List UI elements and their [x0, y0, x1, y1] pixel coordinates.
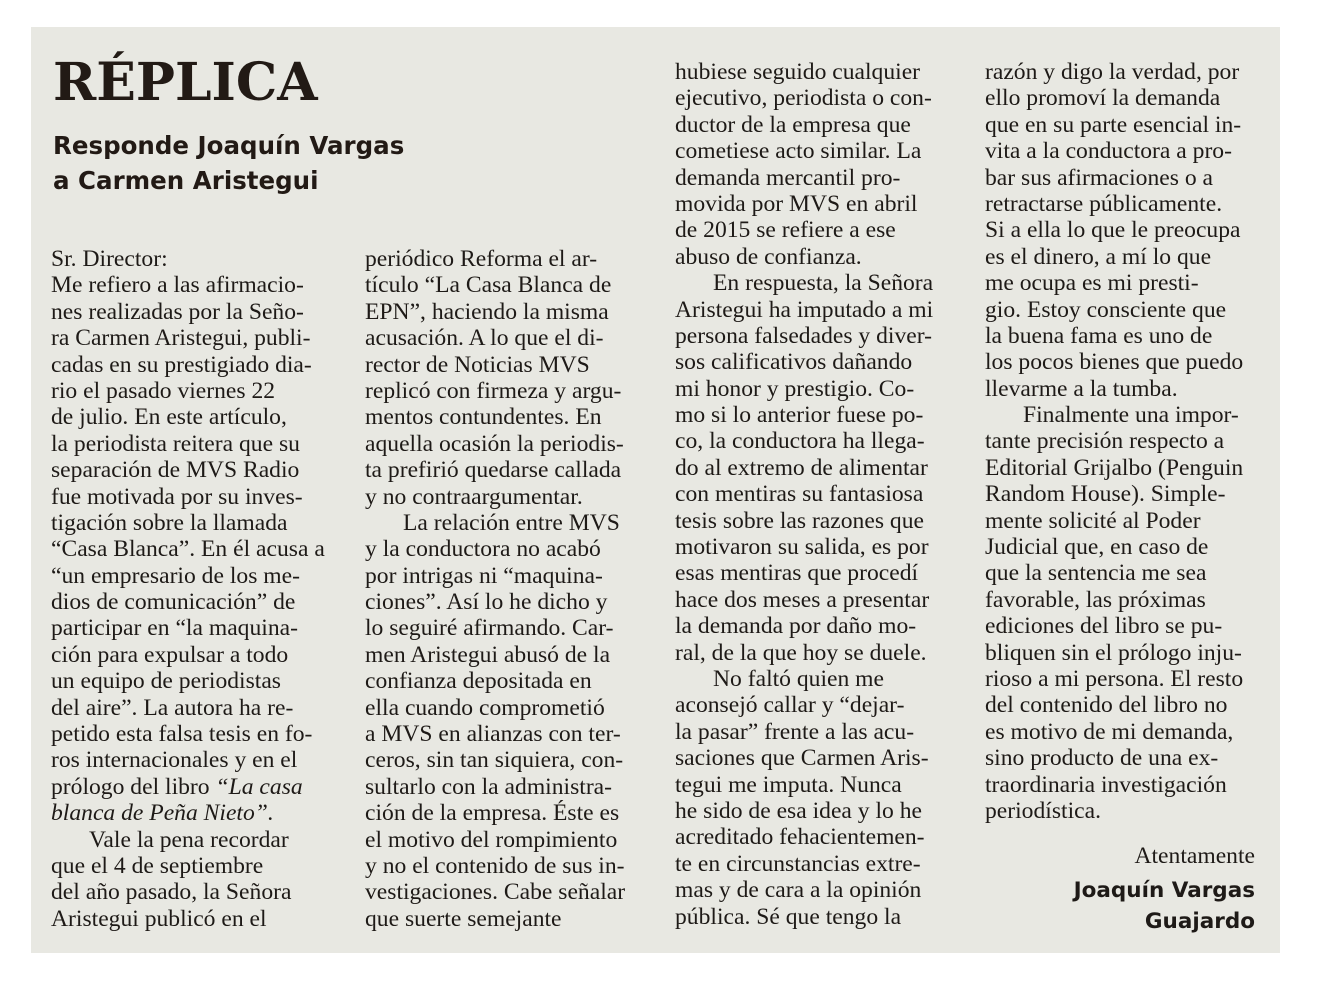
text-line: que la sentencia me sea [985, 560, 1207, 587]
text-line: y no el contenido de sus in- [365, 852, 625, 879]
text-line: que suerte semejante [365, 905, 562, 932]
text-column-4 [985, 59, 1267, 824]
text-line: EPN”, haciendo la misma [365, 298, 609, 325]
text-line: a MVS en alianzas con ter- [365, 721, 621, 748]
text-line: tículo “La Casa Blanca de [365, 272, 612, 299]
text-line: es motivo de mi demanda, [985, 718, 1234, 745]
text-line: los pocos bienes que puedo [985, 349, 1244, 376]
text-line: razón y digo la verdad, por [985, 59, 1240, 85]
text-line: motivaron su salida, es por [675, 534, 929, 561]
text-line: ra Carmen Aristegui, publi- [51, 325, 311, 352]
text-line: Me refiero a las afirmacio- [51, 272, 304, 299]
text-line: pública. Sé que tengo la [675, 903, 902, 930]
text-line: demanda mercantil pro- [675, 164, 901, 191]
text-line: ejecutivo, periodista o con- [675, 85, 932, 112]
text-line: la periodista reitera que su [51, 430, 300, 457]
text-line: un equipo de periodistas [51, 668, 281, 695]
text-line: petido esta falsa tesis en fo- [51, 721, 313, 748]
text-line: vestigaciones. Cabe señalar [365, 879, 626, 906]
text-line: la demanda por daño mo- [675, 613, 917, 640]
text-line: periódico Reforma el ar- [365, 246, 598, 272]
text-line: tegui me imputa. Nunca [675, 771, 902, 798]
text-line: ral, de la que hoy se duele. [675, 639, 927, 666]
text-line: Sr. Director: [51, 246, 168, 272]
text-line: ello promoví la demanda [985, 85, 1221, 112]
text-line: ceros, sin tan siquiera, con- [365, 747, 624, 774]
text-line: fue motivada por su inves- [51, 483, 303, 510]
text-line: y la conductora no acabó [365, 536, 601, 563]
text-line: me ocupa es mi presti- [985, 270, 1199, 297]
text-line: replicó con firmeza y argu- [365, 377, 622, 404]
headline-line-2: a Carmen Aristegui [53, 166, 319, 195]
text-line: de julio. En este artículo, [51, 404, 287, 431]
text-line: te en circunstancias extre- [675, 850, 921, 877]
text-line: sos calificativos dañando [675, 349, 913, 376]
text-line: En respuesta, la Señora [713, 270, 934, 297]
text-line: participar en “la maquina- [51, 615, 298, 642]
text-line: sino producto de una ex- [985, 745, 1219, 772]
text-line: gio. Estoy consciente que [985, 296, 1227, 323]
text-line: traordinaria investigación [985, 771, 1227, 798]
text-line: lo seguiré afirmando. Car- [365, 615, 614, 642]
closing-salutation: Atentamente [1134, 843, 1255, 869]
text-line: tante precisión respecto a [985, 428, 1225, 455]
text-line: Si a ella lo que le preocupa [985, 217, 1241, 244]
text-line: Finalmente una impor- [1023, 402, 1239, 429]
text-line: rector de Noticias MVS [365, 351, 590, 378]
text-line: y no contraargumentar. [365, 483, 583, 510]
text-line: mi honor y prestigio. Co- [675, 375, 915, 402]
text-line: que en su parte esencial in- [985, 111, 1242, 138]
text-line: Editorial Grijalbo (Penguin [985, 454, 1244, 481]
text-line: ciones”. Así lo he dicho y [365, 589, 608, 616]
text-line: llevarme a la tumba. [985, 375, 1178, 402]
text-line: No faltó quien me [713, 665, 885, 692]
text-line [51, 774, 333, 800]
text-line: del contenido del libro no [985, 692, 1228, 719]
text-line: blanca de Peña Nieto”. [51, 800, 274, 827]
text-line: la buena fama es uno de [985, 322, 1213, 349]
text-line: rioso a mi persona. El resto [985, 665, 1244, 692]
text-line: tigación sobre la llamada [51, 509, 288, 536]
signature-line-2: Guajardo [1144, 909, 1255, 934]
text-line: men Aristegui abusó de la [365, 641, 611, 668]
text-line: La relación entre MVS [403, 509, 620, 536]
text-line: que el 4 de septiembre [51, 852, 264, 879]
text-line: ta prefirió quedarse callada [365, 457, 622, 484]
text-line: Random House). Simple- [985, 481, 1226, 508]
text-line: periodística. [985, 797, 1101, 824]
text-line: Vale la pena recordar [89, 826, 289, 853]
text-line: aconsejó callar y “dejar- [675, 692, 905, 719]
text-line: bar sus afirmaciones o a [985, 164, 1213, 191]
text-line: Aristegui ha imputado a mi [675, 296, 934, 323]
text-line: nes realizadas por la Seño- [51, 298, 304, 325]
text-line: ción de la empresa. Éste es [365, 800, 620, 827]
text-line: la pasar” frente a las acu- [675, 718, 915, 745]
text-line: del aire”. La autora ha re- [51, 694, 294, 721]
text-line: co, la conductora ha llega- [675, 428, 925, 455]
text-line: persona falsedades y diver- [675, 322, 932, 349]
signature [955, 875, 1255, 937]
text-line: con mentiras su fantasiosa [675, 481, 924, 508]
text-line: saciones que Carmen Aris- [675, 745, 929, 772]
text-line: acusación. A lo que el di- [365, 325, 604, 352]
text-line: vita a la conductora a pro- [985, 138, 1232, 165]
text-line: mo si lo anterior fuese po- [675, 402, 924, 429]
text-line: por intrigas ni “maquina- [365, 562, 603, 589]
text-column-2 [365, 246, 647, 932]
text-line-part: prólogo del libro [51, 773, 216, 800]
text-line: cometiese acto similar. La [675, 138, 922, 165]
text-line: el motivo del rompimiento [365, 826, 618, 853]
text-line: mas y de cara a la opinión [675, 877, 922, 904]
text-line: esas mentiras que procedí [675, 560, 919, 587]
signature-line-1: Joaquín Vargas [1073, 878, 1255, 903]
text-line: acreditado fehacientemen- [675, 824, 925, 851]
text-column-1 [51, 246, 333, 932]
text-line: hace dos meses a presentar [675, 586, 930, 613]
text-line: ción para expulsar a todo [51, 641, 289, 668]
text-line: Aristegui publicó en el [51, 905, 267, 932]
text-line: hubiese seguido cualquier [675, 59, 921, 85]
text-line: ductor de la empresa que [675, 111, 911, 138]
text-line: retractarse públicamente. [985, 190, 1223, 217]
text-line: es el dinero, a mí lo que [985, 243, 1212, 270]
text-line: dios de comunicación” de [51, 589, 296, 616]
text-line: Judicial que, en caso de [985, 534, 1209, 561]
text-line: bliquen sin el prólogo inju- [985, 639, 1242, 666]
text-line: del año pasado, la Señora [51, 879, 292, 906]
text-line: sultarlo con la administra- [365, 773, 613, 800]
text-line: separación de MVS Radio [51, 457, 300, 484]
text-line: do al extremo de alimentar [675, 454, 928, 481]
text-line: confianza depositada en [365, 668, 592, 695]
text-column-3 [675, 59, 957, 930]
text-line: ediciones del libro se pu- [985, 613, 1223, 640]
text-line: ella cuando comprometió [365, 694, 605, 721]
headline-line-1: Responde Joaquín Vargas [53, 131, 405, 160]
text-line: de 2015 se refiere a ese [675, 217, 896, 244]
headline [53, 128, 493, 198]
text-line: aquella ocasión la periodis- [365, 430, 624, 457]
text-line: “Casa Blanca”. En él acusa a [51, 536, 325, 563]
article-panel [31, 27, 1280, 953]
text-line: cadas en su prestigiado dia- [51, 351, 312, 378]
text-line: abuso de confianza. [675, 243, 862, 270]
text-line: mente solicité al Poder [985, 507, 1201, 534]
text-line: “un empresario de los me- [51, 562, 300, 589]
section-title: RÉPLICA [53, 52, 318, 113]
text-line: favorable, las próximas [985, 586, 1206, 613]
text-line: tesis sobre las razones que [675, 507, 924, 534]
book-title-italic: “La casa [215, 773, 303, 800]
text-line: rio el pasado viernes 22 [51, 377, 276, 404]
text-line: movida por MVS en abril [675, 190, 918, 217]
text-line: mentos contundentes. En [365, 404, 602, 431]
text-line: he sido de esa idea y lo he [675, 797, 922, 824]
text-line: ros internacionales y en el [51, 747, 298, 774]
